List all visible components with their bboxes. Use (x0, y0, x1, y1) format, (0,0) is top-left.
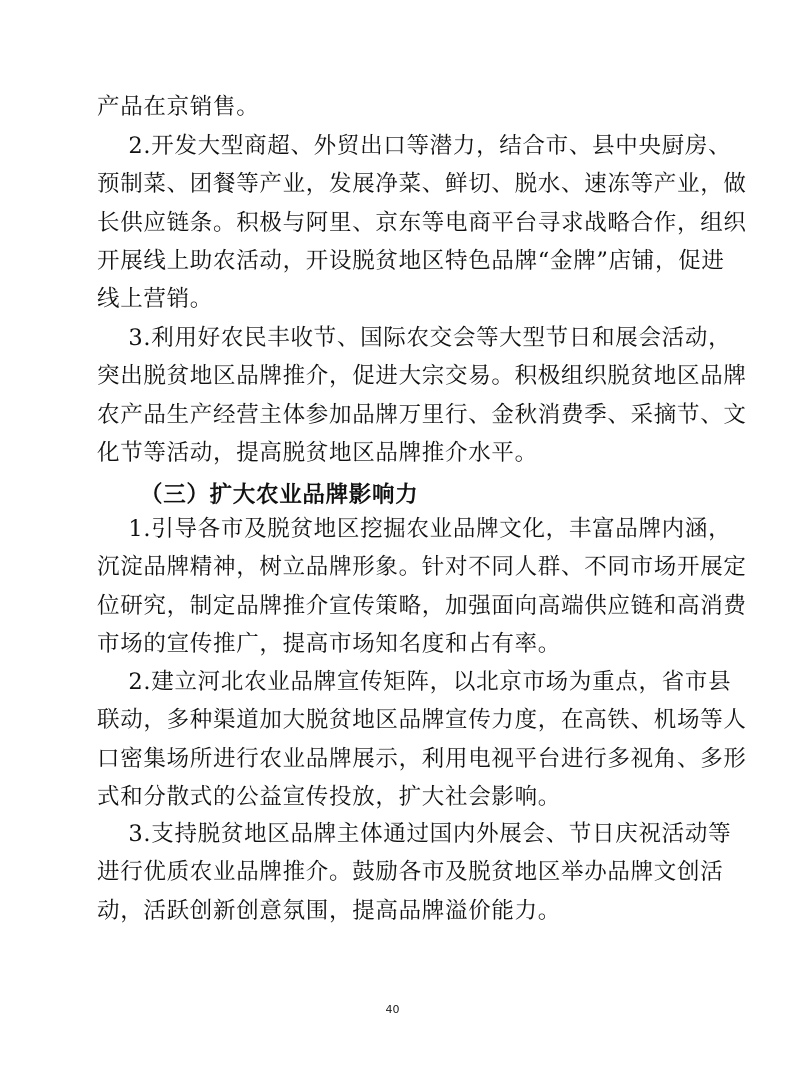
text-line: 线上营销。 (97, 286, 214, 313)
text-line: 农产品生产经营主体参加品牌万里行、金秋消费季、采摘节、文 (97, 401, 747, 428)
text-line: 联动，多种渠道加大脱贫地区品牌宣传力度，在高铁、机场等人 (97, 707, 747, 734)
text-line: 产品在京销售。 (97, 94, 260, 120)
section-paragraph-3 (97, 815, 732, 930)
text-line: 位研究，制定品牌推介宣传策略，加强面向高端供应链和高消费 (97, 592, 747, 619)
text-line: 1.引导各市及脱贫地区挖掘农业品牌文化，丰富品牌内涵， (97, 516, 732, 542)
section-paragraph-2 (97, 663, 747, 816)
paragraph-item-3 (97, 319, 747, 472)
text-line: 2.建立河北农业品牌宣传矩阵，以北京市场为重点，省市县 (97, 669, 732, 695)
text-line: 3.利用好农民丰收节、国际农交会等大型节日和展会活动， (97, 325, 732, 351)
text-line: 口密集场所进行农业品牌展示，利用电视平台进行多视角、多形 (97, 745, 747, 772)
text-line: 预制菜、团餐等产业，发展净菜、鲜切、脱水、速冻等产业，做 (97, 171, 747, 198)
section-heading: （三）扩大农业品牌影响力 (140, 482, 419, 508)
text-line: 化节等活动，提高脱贫地区品牌推介水平。 (97, 439, 538, 466)
text-line: 市场的宣传推广，提高市场知名度和占有率。 (97, 630, 562, 657)
text-line: 突出脱贫地区品牌推介，促进大宗交易。积极组织脱贫地区品牌 (97, 363, 747, 390)
text-line: 2.开发大型商超、外贸出口等潜力，结合市、县中央厨房、 (97, 133, 732, 159)
text-line: 3.支持脱贫地区品牌主体通过国内外展会、节日庆祝活动等 (97, 821, 732, 847)
section-paragraph-1 (97, 510, 747, 663)
text-line: 式和分散式的公益宣传投放，扩大社会影响。 (97, 783, 562, 810)
text-line: 开展线上助农活动，开设脱贫地区特色品牌“金牌”店铺，促进 (97, 247, 725, 274)
text-line: 长供应链条。积极与阿里、京东等电商平台寻求战略合作，组织 (97, 209, 747, 236)
text-line: 动，活跃创新创意氛围，提高品牌溢价能力。 (97, 897, 562, 924)
text-line: 沉淀品牌精神，树立品牌形象。针对不同人群、不同市场开展定 (97, 554, 747, 581)
paragraph-continuation (97, 88, 697, 126)
text-line: 进行优质农业品牌推介。鼓励各市及脱贫地区举办品牌文创活 (97, 859, 724, 886)
paragraph-item-2 (97, 127, 747, 318)
page-number: 40 (385, 1003, 400, 1016)
